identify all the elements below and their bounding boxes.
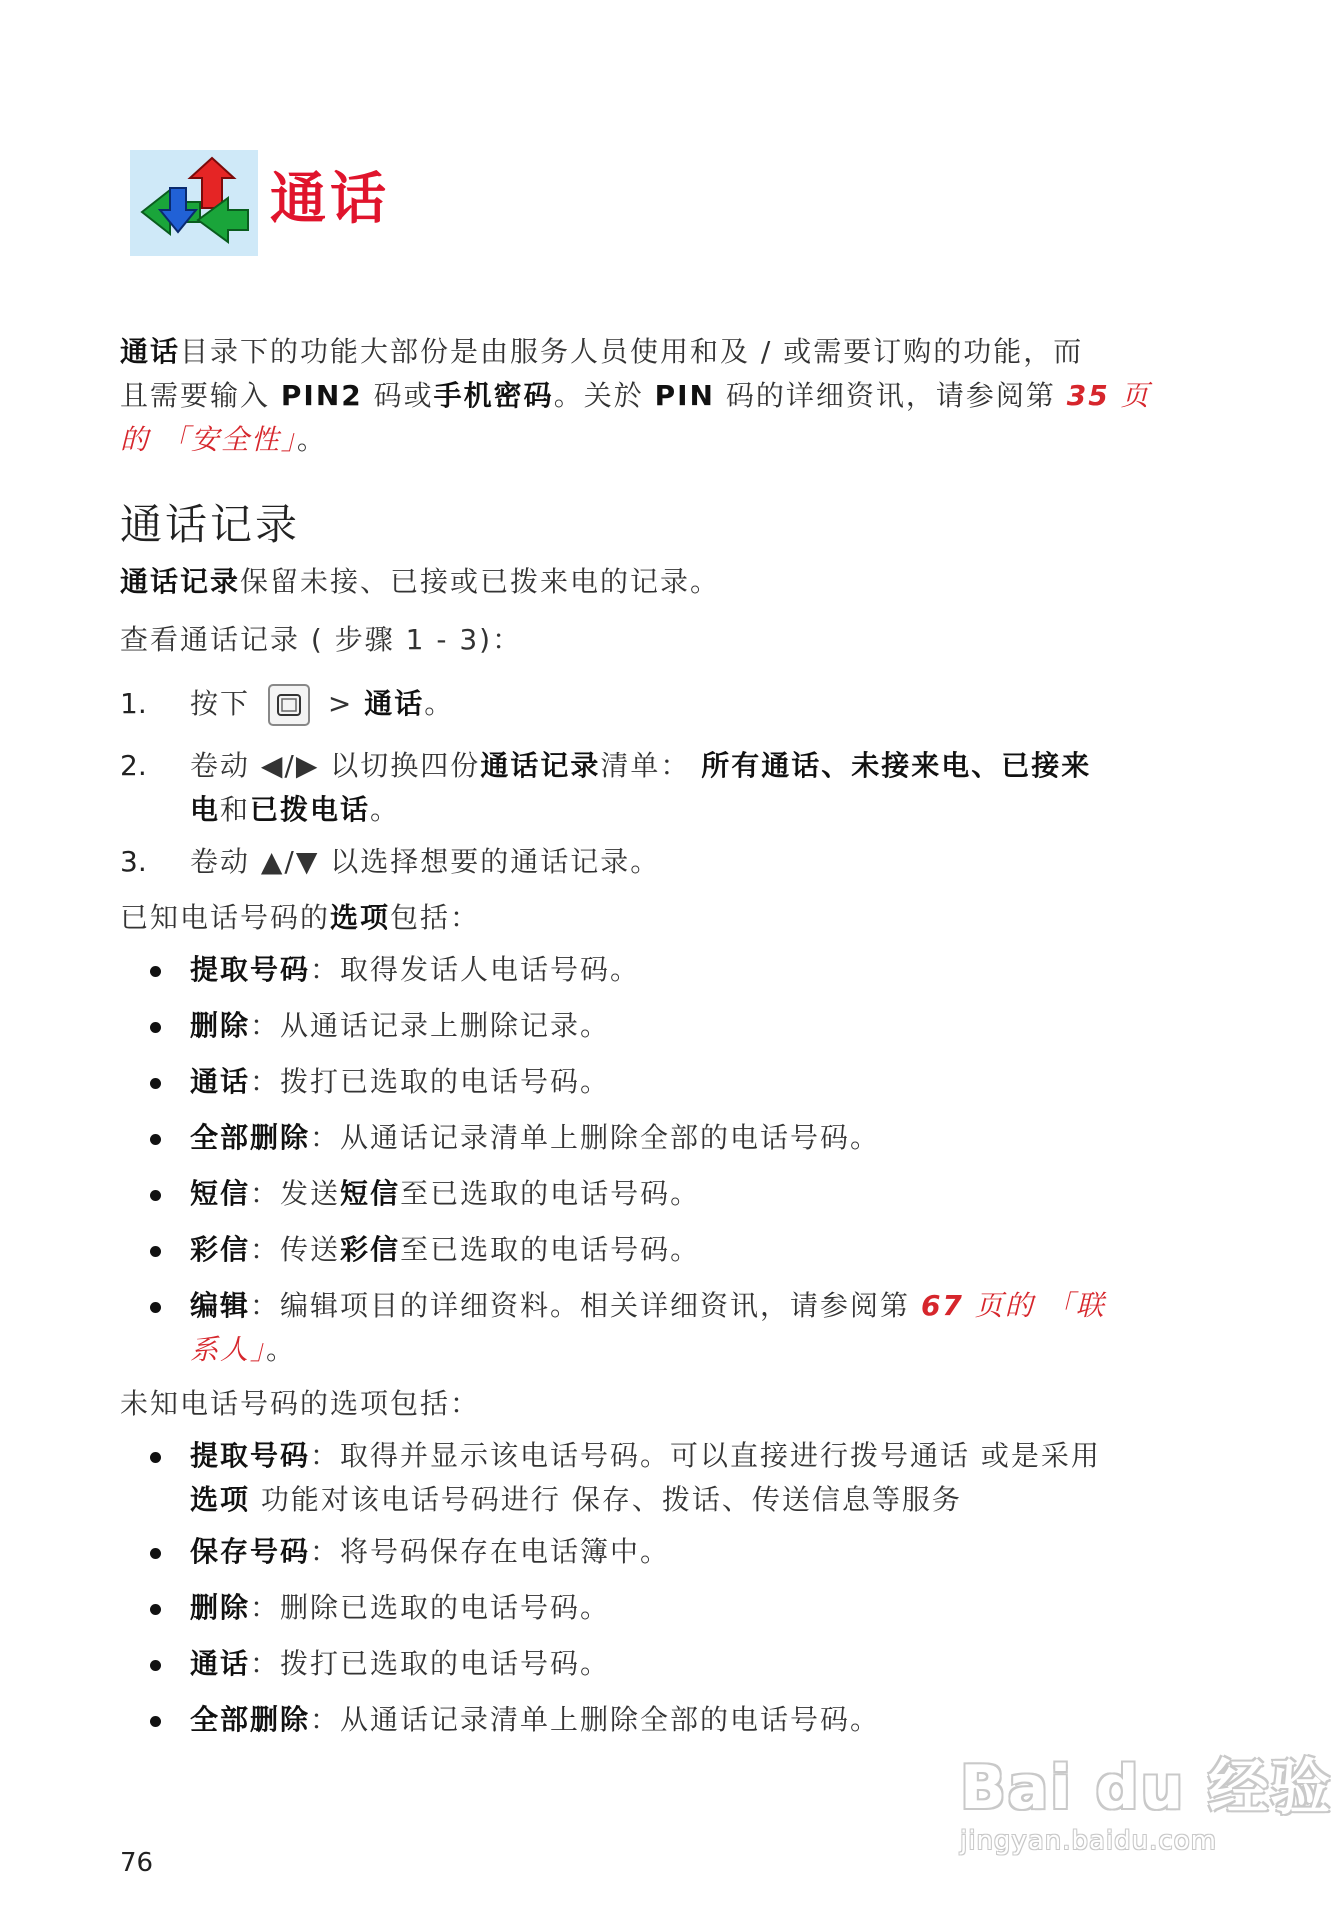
- known-item-mms: 彩信：传送彩信至已选取的电话号码。: [190, 1233, 701, 1266]
- unknown-item-save: 保存号码：将号码保存在电话簿中。: [190, 1535, 671, 1568]
- watermark-url: jingyan.baidu.com: [960, 1826, 1217, 1856]
- bullet: [150, 1078, 161, 1089]
- bullet: [150, 1246, 161, 1257]
- contacts-link[interactable]: 系人」: [190, 1333, 267, 1366]
- unknown-item-delete: 删除：删除已选取的电话号码。: [190, 1591, 611, 1624]
- intro-line-2: 且需要输入 PIN2 码或手机密码。关於 PIN 码的详细资讯，请参阅第 35 页: [120, 379, 1151, 412]
- known-item-extract: 提取号码：取得发话人电话号码。: [190, 953, 641, 986]
- section-description: 通话记录保留未接、已接或已拨来电的记录。: [120, 565, 721, 598]
- known-item-sms: 短信：发送短信至已选取的电话号码。: [190, 1177, 701, 1210]
- steps-intro: 查看通话记录 ( 步骤 1 - 3)：: [120, 623, 523, 656]
- menu-key-icon: [267, 683, 311, 727]
- unknown-item-delete-all: 全部删除：从通话记录清单上删除全部的电话号码。: [190, 1703, 881, 1736]
- step-3: 卷动 ▲/▼ 以选择想要的通话记录。: [190, 845, 661, 878]
- intro-line-1: 通话目录下的功能大部份是由服务人员使用和及 / 或需要订购的功能，而: [120, 335, 1084, 368]
- bullet: [150, 1452, 161, 1463]
- page-ref-67[interactable]: 67: [920, 1289, 964, 1322]
- intro-line-3: 的 「安全性」。: [120, 423, 327, 456]
- known-item-edit: 编辑：编辑项目的详细资料。相关详细资讯，请参阅第 67 页的 「联: [190, 1289, 1106, 1322]
- bullet: [150, 1660, 161, 1671]
- chapter-title: 通话: [270, 167, 390, 232]
- page-ref-35[interactable]: 35: [1066, 379, 1110, 412]
- known-item-delete: 删除：从通话记录上删除记录。: [190, 1009, 611, 1042]
- page-number: 76: [120, 1848, 154, 1878]
- step-2-cont: 电和已拨电话。: [190, 793, 401, 826]
- known-item-delete-all: 全部删除：从通话记录清单上删除全部的电话号码。: [190, 1121, 881, 1154]
- section-heading: 通话记录: [120, 500, 301, 549]
- bullet: [150, 1604, 161, 1615]
- baidu-watermark: [960, 1740, 1332, 1856]
- known-item-edit-cont: 系人」。: [190, 1333, 297, 1366]
- bullet: [150, 1716, 161, 1727]
- security-link[interactable]: 的 「安全性」: [120, 423, 297, 456]
- unknown-item-extract: 提取号码：取得并显示该电话号码。可以直接进行拨号通话 或是采用: [190, 1439, 1101, 1472]
- bullet: [150, 1302, 161, 1313]
- bullet: [150, 1022, 161, 1033]
- step-number: 3.: [120, 845, 147, 878]
- unknown-options-intro: 未知电话号码的选项包括：: [120, 1387, 481, 1420]
- bullet: [150, 966, 161, 977]
- known-options-intro: 已知电话号码的选项包括：: [120, 901, 481, 934]
- unknown-item-call: 通话：拨打已选取的电话号码。: [190, 1647, 611, 1680]
- step-1: 按下 > 通话。: [190, 682, 454, 727]
- step-number: 1.: [120, 687, 147, 720]
- bullet: [150, 1134, 161, 1145]
- step-number: 2.: [120, 749, 147, 782]
- bullet: [150, 1190, 161, 1201]
- call-arrows-icon: [130, 150, 258, 256]
- step-2: 卷动 ◀/▶ 以切换四份通话记录清单： 所有通话、未接来电、已接来: [190, 749, 1092, 782]
- known-item-call: 通话：拨打已选取的电话号码。: [190, 1065, 611, 1098]
- bullet: [150, 1548, 161, 1559]
- unknown-item-extract-cont: 选项 功能对该电话号码进行 保存、拨话、传送信息等服务: [190, 1483, 962, 1516]
- watermark-logo: Bai du 经验: [960, 1753, 1333, 1823]
